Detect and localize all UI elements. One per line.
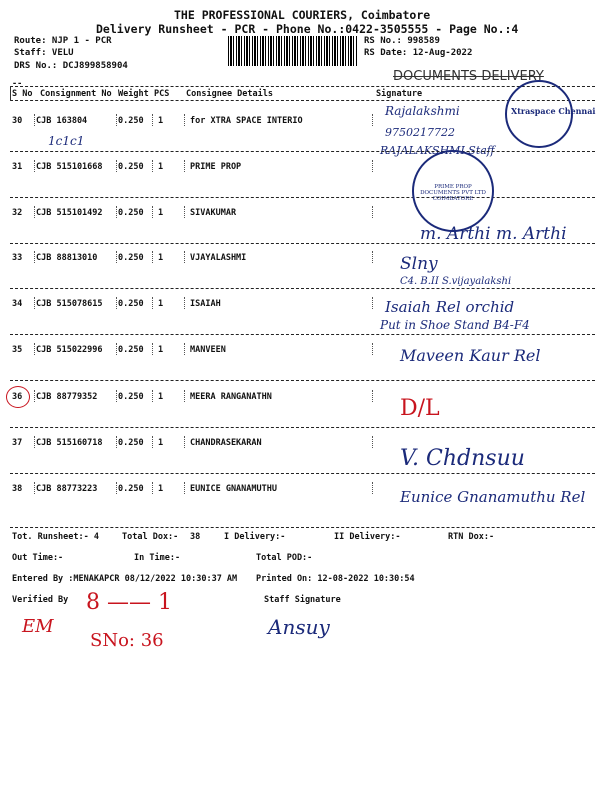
row-consignee: MEERA RANGANATHN bbox=[190, 392, 272, 402]
row-pcs: 1 bbox=[158, 392, 164, 402]
column-rule bbox=[184, 206, 185, 218]
rs-number: RS No.: 998589 bbox=[364, 36, 440, 46]
column-rule bbox=[184, 390, 185, 402]
barcode bbox=[228, 36, 358, 66]
staff: Staff: VELU bbox=[14, 48, 74, 58]
row-consignment-no: CJB 515101492 bbox=[36, 208, 103, 218]
row-signature: m. Arthi m. Arthi bbox=[420, 224, 567, 244]
ii-delivery: II Delivery:- bbox=[334, 532, 401, 542]
row-weight: 0.250 bbox=[118, 208, 144, 218]
column-rule bbox=[372, 297, 373, 309]
highlight-circle bbox=[6, 386, 30, 408]
column-rule bbox=[34, 114, 35, 126]
column-rule bbox=[34, 297, 35, 309]
column-rule bbox=[116, 114, 117, 126]
row-consignment-no: CJB 163804 bbox=[36, 116, 88, 126]
col-sno: S No bbox=[12, 89, 33, 99]
column-rule bbox=[184, 297, 185, 309]
column-rule bbox=[372, 114, 373, 126]
column-rule bbox=[34, 251, 35, 263]
column-rule bbox=[372, 206, 373, 218]
row-signature: C4. B.II S.vijayalakshi bbox=[400, 276, 512, 287]
row-pcs: 1 bbox=[158, 253, 164, 263]
col-consignee: Consignee Details bbox=[186, 89, 273, 99]
column-rule bbox=[116, 482, 117, 494]
row-divider bbox=[10, 380, 595, 381]
row-sno: 38 bbox=[12, 484, 23, 494]
i-delivery: I Delivery:- bbox=[224, 532, 286, 542]
route: Route: NJP 1 - PCR bbox=[14, 36, 112, 46]
column-rule bbox=[152, 160, 153, 172]
row-pcs: 1 bbox=[158, 438, 164, 448]
xtraspace-stamp-text: Xtraspace Chennai bbox=[511, 106, 596, 116]
column-rule bbox=[372, 390, 373, 402]
row-signature: V. Chdnsuu bbox=[400, 446, 525, 471]
row-weight: 0.250 bbox=[118, 345, 144, 355]
column-rule bbox=[184, 114, 185, 126]
row-divider bbox=[10, 473, 595, 474]
col-signature: Signature bbox=[376, 89, 423, 99]
row-sno: 32 bbox=[12, 208, 23, 218]
row-signature: RAJALAKSHMI Staff bbox=[380, 144, 495, 157]
xtraspace-stamp bbox=[505, 80, 596, 148]
column-rule bbox=[372, 482, 373, 494]
column-rule bbox=[116, 436, 117, 448]
row-pcs: 1 bbox=[158, 116, 164, 126]
entered-by: Entered By :MENAKAPCR 08/12/2022 10:30:37 AM bbox=[12, 574, 238, 584]
row-consignee: CHANDRASEKARAN bbox=[190, 438, 262, 448]
row-consignee: EUNICE GNANAMUTHU bbox=[190, 484, 277, 494]
row-divider bbox=[10, 288, 595, 289]
row-consignee: MANVEEN bbox=[190, 345, 226, 355]
row-consignment-no: CJB 515101668 bbox=[36, 162, 103, 172]
handwritten-sno: SNo: 36 bbox=[90, 630, 164, 651]
column-rule bbox=[34, 160, 35, 172]
in-time: In Time:- bbox=[134, 553, 181, 563]
row-divider bbox=[10, 427, 595, 428]
row-pcs: 1 bbox=[158, 345, 164, 355]
row-consignment-no: CJB 88813010 bbox=[36, 253, 98, 263]
column-rule bbox=[184, 482, 185, 494]
column-rule bbox=[116, 206, 117, 218]
row-signature: Maveen Kaur Rel bbox=[400, 346, 541, 365]
row-weight: 0.250 bbox=[118, 162, 144, 172]
column-rule bbox=[372, 436, 373, 448]
column-rule bbox=[152, 343, 153, 355]
handwritten-verified-count: 8 —— 1 bbox=[86, 590, 172, 615]
verified-by: Verified By bbox=[12, 595, 69, 605]
row-pcs: 1 bbox=[158, 484, 164, 494]
row-weight: 0.250 bbox=[118, 253, 144, 263]
column-rule bbox=[184, 343, 185, 355]
row-weight: 0.250 bbox=[118, 438, 144, 448]
prime-prop-stamp bbox=[412, 150, 494, 232]
row-pcs: 1 bbox=[158, 162, 164, 172]
column-rule bbox=[184, 436, 185, 448]
row-consignment-no: CJB 515160718 bbox=[36, 438, 103, 448]
row-handwritten-note: 1c1c1 bbox=[48, 134, 85, 148]
row-consignment-no: CJB 515078615 bbox=[36, 299, 103, 309]
row-signature: Isaiah Rel orchid bbox=[385, 298, 515, 316]
column-rule bbox=[116, 343, 117, 355]
column-rule bbox=[372, 251, 373, 263]
column-rule bbox=[34, 390, 35, 402]
rs-date: RS Date: 12-Aug-2022 bbox=[364, 48, 473, 58]
column-rule bbox=[152, 251, 153, 263]
total-dox-value: 38 bbox=[190, 532, 201, 542]
row-pcs: 1 bbox=[158, 299, 164, 309]
drs-number: DRS No.: DCJ899858904 bbox=[14, 61, 128, 71]
row-weight: 0.250 bbox=[118, 299, 144, 309]
row-sno: 37 bbox=[12, 438, 23, 448]
column-rule bbox=[152, 114, 153, 126]
row-consignee: ISAIAH bbox=[190, 299, 221, 309]
row-consignment-no: CJB 515022996 bbox=[36, 345, 103, 355]
row-consignment-no: CJB 88779352 bbox=[36, 392, 98, 402]
row-pcs: 1 bbox=[158, 208, 164, 218]
row-sno: 35 bbox=[12, 345, 23, 355]
row-weight: 0.250 bbox=[118, 484, 144, 494]
row-consignee: SIVAKUMAR bbox=[190, 208, 237, 218]
column-rule bbox=[116, 251, 117, 263]
prime-prop-stamp-text: PRIME PROP DOCUMENTS PVT LTD COIMBATORE bbox=[420, 184, 486, 202]
col-weight: Weight bbox=[118, 89, 149, 99]
row-sno: 36 bbox=[12, 392, 23, 402]
handwritten-staff-signature: Ansuy bbox=[268, 615, 330, 639]
row-divider bbox=[10, 151, 595, 152]
staff-signature-label: Staff Signature bbox=[264, 595, 341, 605]
column-rule bbox=[152, 390, 153, 402]
column-rule bbox=[34, 206, 35, 218]
column-rule bbox=[372, 160, 373, 172]
tot-runsheet: Tot. Runsheet:- 4 bbox=[12, 532, 99, 542]
column-rule bbox=[152, 436, 153, 448]
total-dox-label: Total Dox:- bbox=[122, 532, 179, 542]
header-dashes: -- bbox=[12, 79, 23, 89]
column-rule bbox=[116, 160, 117, 172]
column-rule bbox=[34, 436, 35, 448]
row-signature: 9750217722 bbox=[385, 126, 455, 139]
row-consignment-no: CJB 88773223 bbox=[36, 484, 98, 494]
column-rule bbox=[152, 482, 153, 494]
divider bbox=[10, 527, 595, 528]
company-name: THE PROFESSIONAL COURIERS, Coimbatore bbox=[174, 8, 431, 22]
column-rule bbox=[372, 343, 373, 355]
documents-delivery-stamp: DOCUMENTS DELIVERY bbox=[393, 69, 544, 84]
column-rule bbox=[116, 297, 117, 309]
row-signature: Slny bbox=[400, 254, 438, 274]
row-sno: 34 bbox=[12, 299, 23, 309]
row-signature: Put in Shoe Stand B4-F4 bbox=[380, 318, 530, 332]
column-rule bbox=[34, 343, 35, 355]
column-rule bbox=[184, 160, 185, 172]
row-weight: 0.250 bbox=[118, 392, 144, 402]
column-rule bbox=[184, 251, 185, 263]
column-rule bbox=[116, 390, 117, 402]
row-signature: Rajalakshmi bbox=[385, 104, 460, 118]
col-pcs: PCS bbox=[154, 89, 170, 99]
column-rule bbox=[152, 206, 153, 218]
column-rule bbox=[152, 297, 153, 309]
runsheet-title: Delivery Runsheet - PCR - Phone No.:0422-3505555 - Page No.:4 bbox=[96, 22, 519, 36]
out-time: Out Time:- bbox=[12, 553, 64, 563]
handwritten-initials: EM bbox=[22, 616, 54, 637]
col-consignment: Consignment No bbox=[40, 89, 112, 99]
row-signature: D/L bbox=[400, 396, 440, 421]
row-divider bbox=[10, 243, 595, 244]
row-sno: 31 bbox=[12, 162, 23, 172]
row-sno: 33 bbox=[12, 253, 23, 263]
row-consignee: PRIME PROP bbox=[190, 162, 242, 172]
row-consignee: for XTRA SPACE INTERIO bbox=[190, 116, 303, 126]
row-divider bbox=[10, 197, 595, 198]
printed-on: Printed On: 12-08-2022 10:30:54 bbox=[256, 574, 415, 584]
rtn-dox: RTN Dox:- bbox=[448, 532, 495, 542]
row-signature: Eunice Gnanamuthu Rel bbox=[400, 488, 586, 506]
row-weight: 0.250 bbox=[118, 116, 144, 126]
row-consignee: VJAYALASHMI bbox=[190, 253, 247, 263]
column-rule bbox=[34, 482, 35, 494]
row-sno: 30 bbox=[12, 116, 23, 126]
total-pod: Total POD:- bbox=[256, 553, 313, 563]
row-divider bbox=[10, 334, 595, 335]
